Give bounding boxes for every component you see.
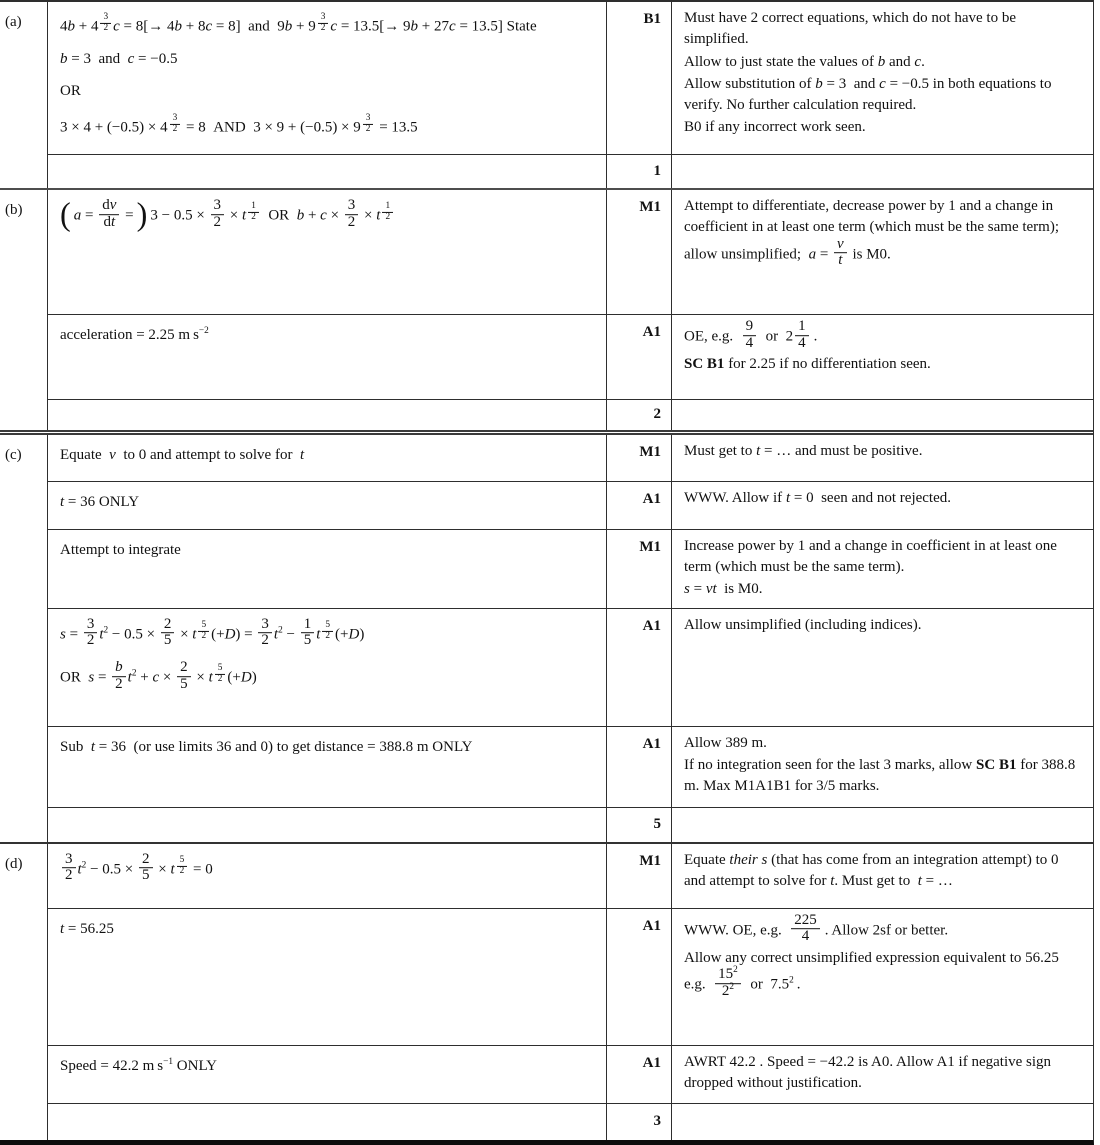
mark-row bbox=[48, 435, 1093, 481]
mark-cell: M1 bbox=[606, 530, 672, 608]
note-cell: WWW. OE, e.g. $\frac{225}{4}$ . Allow 2sf or better. Allow any correct unsimplified expression equivalent to 56.25 e.g. $\frac{15^2}{2^2}$ or $7.5^2$ . bbox=[684, 911, 1059, 1000]
section-b bbox=[0, 188, 1093, 430]
section-a bbox=[0, 2, 1093, 188]
working-cell: Sub t = 36 (or use limits 36 and 0) to get distance = 388.8 m ONLY bbox=[60, 738, 473, 755]
note-cell: Attempt to differentiate, decrease power by 1 and a change in coefficient in at least one term (which must be the same term); allow unsimplified; a = $\frac{v}{t}$ is M0. bbox=[684, 197, 1060, 269]
mark-total-row bbox=[48, 1103, 1093, 1140]
note-cell: Increase power by 1 and a change in coefficient in at least one term (which must be the same term). s = vt is M0. bbox=[684, 537, 1057, 598]
mark-total-row bbox=[48, 154, 1093, 188]
mark-cell: A1 bbox=[606, 727, 672, 807]
working-cell: Speed = 42.2 m $s^{-1}$ ONLY bbox=[60, 1056, 217, 1074]
note-cell: AWRT 42.2 . Speed = −42.2 is A0. Allow A1 if negative sign dropped without justification. bbox=[684, 1053, 1052, 1091]
mark-row bbox=[48, 529, 1093, 608]
mark-total-row bbox=[48, 399, 1093, 430]
note-cell: Equate their s (that has come from an integration attempt) to 0 and attempt to solve for t. Must get to t = … bbox=[684, 851, 1059, 889]
working-cell: s = $\frac{3}{2}$ $t^2 - 0.5$ × $\frac{2}{5}$ × t $^{\frac{5}{2}}$ (+D) = $\frac{3}{2}$ $t^2$ − $\frac{1}{5}$ t $^{\frac{5}{2}}$ (+D) OR s = $\frac{b}{2}$ $t^2 + c$ × $\frac{2}{5}$ × t $^{\frac{5}{2}}$ (+D) bbox=[60, 615, 365, 693]
mark-cell: A1 bbox=[606, 909, 672, 1045]
mark-row bbox=[48, 481, 1093, 528]
mark-cell: M1 bbox=[606, 435, 672, 481]
mark-row bbox=[48, 908, 1093, 1045]
working-cell: Equate v to 0 and attempt to solve for t bbox=[60, 446, 305, 463]
note-cell: Must have 2 correct equations, which do not have to be simplified. Allow to just state the values of b and c. Allow substitution of b = 3 and c = −0.5 in both equations to verify. No further calculation required. B0 if any incorrect work seen. bbox=[684, 10, 1052, 136]
note-cell bbox=[672, 155, 1093, 188]
section-d-rows bbox=[48, 844, 1093, 1140]
mark-total-cell: 2 bbox=[606, 400, 672, 430]
note-cell: Must get to t = … and must be positive. bbox=[684, 442, 923, 459]
working-cell: 4b + 4 $^{\frac{3}{2}}$ c = 8[→ 4b + 8c = 8] and 9b + 9 $^{\frac{3}{2}}$ c = 13.5[→ 9b + 27c = 13.5] State b = 3 and c = −0.5 OR 3 × 4 + (−0.5) × 4 $^{\frac{3}{2}}$ = 8 AND 3 × 9 + (−0.5) × 9 $^{\frac{3}{2}}$ = 13.5 bbox=[60, 11, 537, 136]
section-d bbox=[0, 842, 1093, 1140]
part-label-a: (a) bbox=[0, 2, 48, 188]
working-cell: ( a = $\frac{dv}{dt}$ = ) 3 − 0.5 × $\frac{3}{2}$ × t $^{\frac{1}{2}}$ OR b + c × $\frac{3}{2}$ × t $^{\frac{1}{2}}$ bbox=[48, 190, 606, 314]
mark-cell: B1 bbox=[606, 2, 672, 154]
mark-row bbox=[48, 1045, 1093, 1103]
mark-row bbox=[48, 608, 1093, 726]
mark-cell: A1 bbox=[606, 609, 672, 726]
note-cell bbox=[672, 808, 1093, 842]
mark-row bbox=[48, 726, 1093, 807]
section-c-rows bbox=[48, 435, 1093, 842]
mark-row bbox=[48, 314, 1093, 399]
note-cell bbox=[672, 1104, 1093, 1140]
working-cell bbox=[48, 400, 606, 430]
part-label-c: (c) bbox=[0, 435, 48, 842]
mark-cell: M1 bbox=[606, 844, 672, 908]
note-cell: OE, e.g. $\frac{9}{4}$ or 2 $\frac{1}{4}$ . SC B1 for 2.25 if no differentiation seen. bbox=[684, 318, 931, 373]
working-cell: $\frac{3}{2}$ $t^2 - 0.5$ × $\frac{2}{5}$ × t $^{\frac{5}{2}}$ = 0 bbox=[48, 844, 606, 908]
mark-row bbox=[48, 2, 1093, 154]
mark-cell: A1 bbox=[606, 482, 672, 528]
working-cell: t = 36 ONLY bbox=[60, 494, 140, 511]
section-c bbox=[0, 430, 1093, 842]
mark-cell: A1 bbox=[606, 315, 672, 399]
section-a-rows bbox=[48, 2, 1093, 188]
working-cell bbox=[48, 155, 606, 188]
note-cell: Allow 389 m. If no integration seen for the last 3 marks, allow SC B1 for 388.8 m. Max M1A1B1 for 3/5 marks. bbox=[684, 734, 1076, 795]
part-label-d: (d) bbox=[0, 844, 48, 1140]
mark-row bbox=[48, 844, 1093, 908]
mark-total-row bbox=[48, 807, 1093, 842]
mark-total-cell: 1 bbox=[606, 155, 672, 188]
note-cell: WWW. Allow if t = 0 seen and not rejected. bbox=[684, 490, 952, 507]
mark-cell: A1 bbox=[606, 1046, 672, 1103]
working-cell bbox=[48, 1104, 606, 1140]
section-b-rows bbox=[48, 190, 1093, 430]
working-cell: acceleration = 2.25 m $s^{-2}$ bbox=[60, 325, 209, 343]
note-cell: Allow unsimplified (including indices). bbox=[684, 616, 922, 633]
mark-total-cell: 5 bbox=[606, 808, 672, 842]
mark-total-cell: 3 bbox=[606, 1104, 672, 1140]
working-cell: t = 56.25 bbox=[60, 920, 114, 937]
note-cell bbox=[672, 400, 1093, 430]
working-cell bbox=[48, 808, 606, 842]
mark-row bbox=[48, 190, 1093, 314]
working-cell: Attempt to integrate bbox=[60, 541, 181, 558]
part-label-b: (b) bbox=[0, 190, 48, 430]
mark-cell: M1 bbox=[606, 190, 672, 314]
